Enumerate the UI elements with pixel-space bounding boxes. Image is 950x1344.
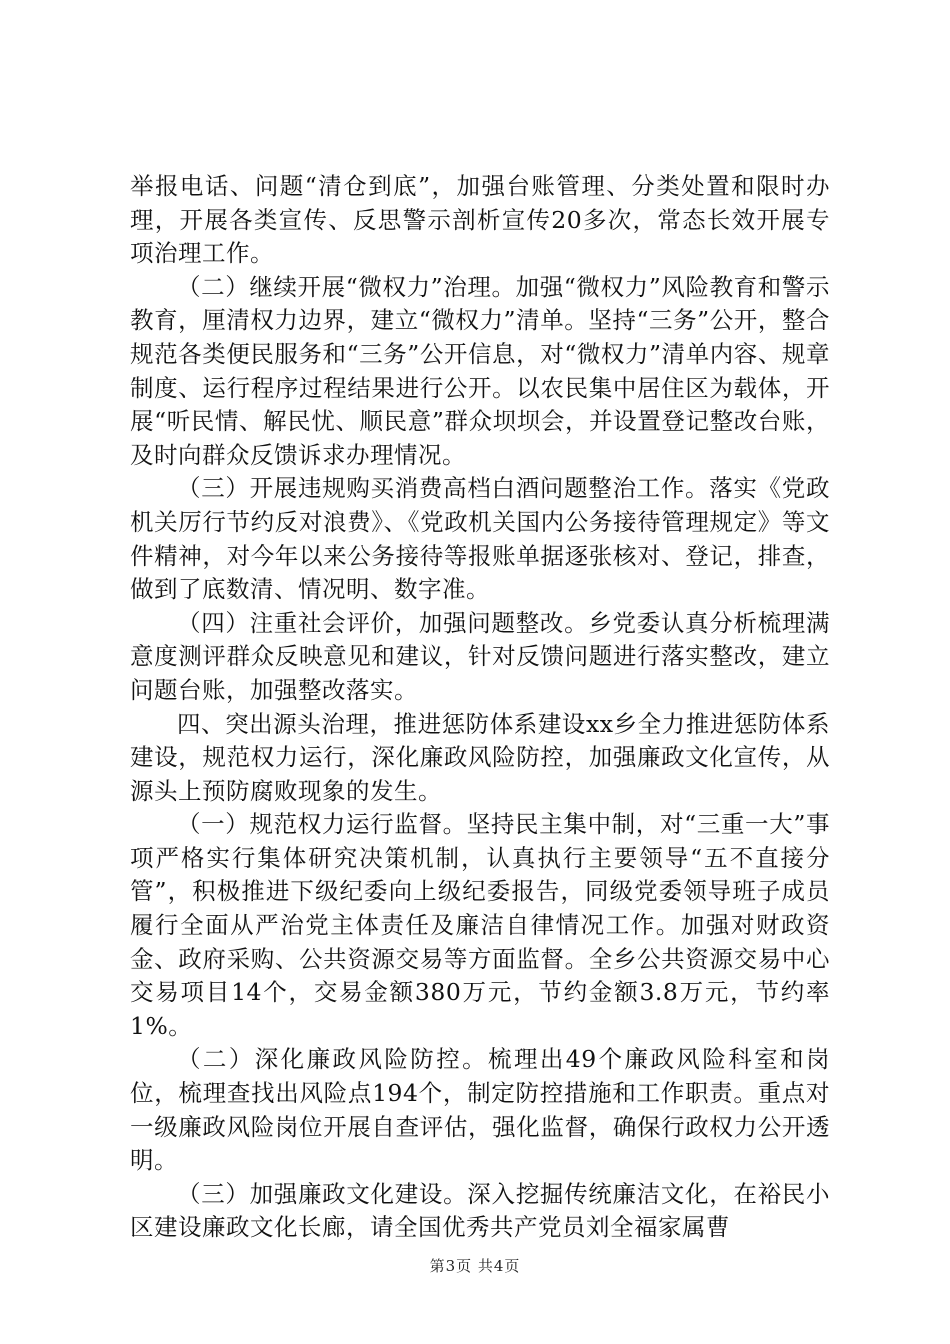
paragraph-1: 举报电话、问题“清仓到底”，加强台账管理、分类处置和限时办理，开展各类宣传、反思警示剖析宣传20多次，常态长效开展专项治理工作。 [130,172,830,268]
paragraph-3: （三）开展违规购买消费高档白酒问题整治工作。落实《党政机关厉行节约反对浪费》、《党政机关国内公务接待管理规定》等文件精神，对今年以来公务接待等报账单据逐张核对、登记，排查，做到了底数清、情况明、数字准。 [130,474,830,604]
paragraph-5: 四、突出源头治理，推进惩防体系建设xx乡全力推进惩防体系建设，规范权力运行，深化廉政风险防控，加强廉政文化宣传，从源头上预防腐败现象的发生。 [130,709,830,805]
paragraph-8: （三）加强廉政文化建设。深入挖掘传统廉洁文化，在裕民小区建设廉政文化长廊，请全国优秀共产党员刘全福家属曹 [130,1179,830,1242]
paragraph-6: （一）规范权力运行监督。坚持民主集中制，对“三重一大”事项严格实行集体研究决策机制，认真执行主要领导“五不直接分管”，积极推进下级纪委向上级纪委报告，同级党委领导班子成员履行全面从严治党主体责任及廉洁自律情况工作。加强对财政资金、政府采购、公共资源交易等方面监督。全乡公共资源交易中心交易项目14个，交易金额380万元，节约金额3.8万元，节约率1%。 [130,810,830,1040]
document-body [130,170,830,1245]
page-footer: 第3页 共4页 [429,1257,521,1275]
paragraph-2: （二）继续开展“微权力”治理。加强“微权力”风险教育和警示教育，厘清权力边界，建立“微权力”清单。坚持“三务”公开，整合规范各类便民服务和“三务”公开信息，对“微权力”清单内容、规章制度、运行程序过程结果进行公开。以农民集中居住区为载体，开展“听民情、解民忧、顺民意”群众坝坝会，并设置登记整改台账，及时向群众反馈诉求办理情况。 [130,272,830,469]
paragraph-4: （四）注重社会评价，加强问题整改。乡党委认真分析梳理满意度测评群众反映意见和建议，针对反馈问题进行落实整改，建立问题台账，加强整改落实。 [130,608,830,704]
paragraph-7: （二）深化廉政风险防控。梳理出49个廉政风险科室和岗位，梳理查找出风险点194个，制定防控措施和工作职责。重点对一级廉政风险岗位开展自查评估，强化监督，确保行政权力公开透明。 [130,1045,830,1175]
